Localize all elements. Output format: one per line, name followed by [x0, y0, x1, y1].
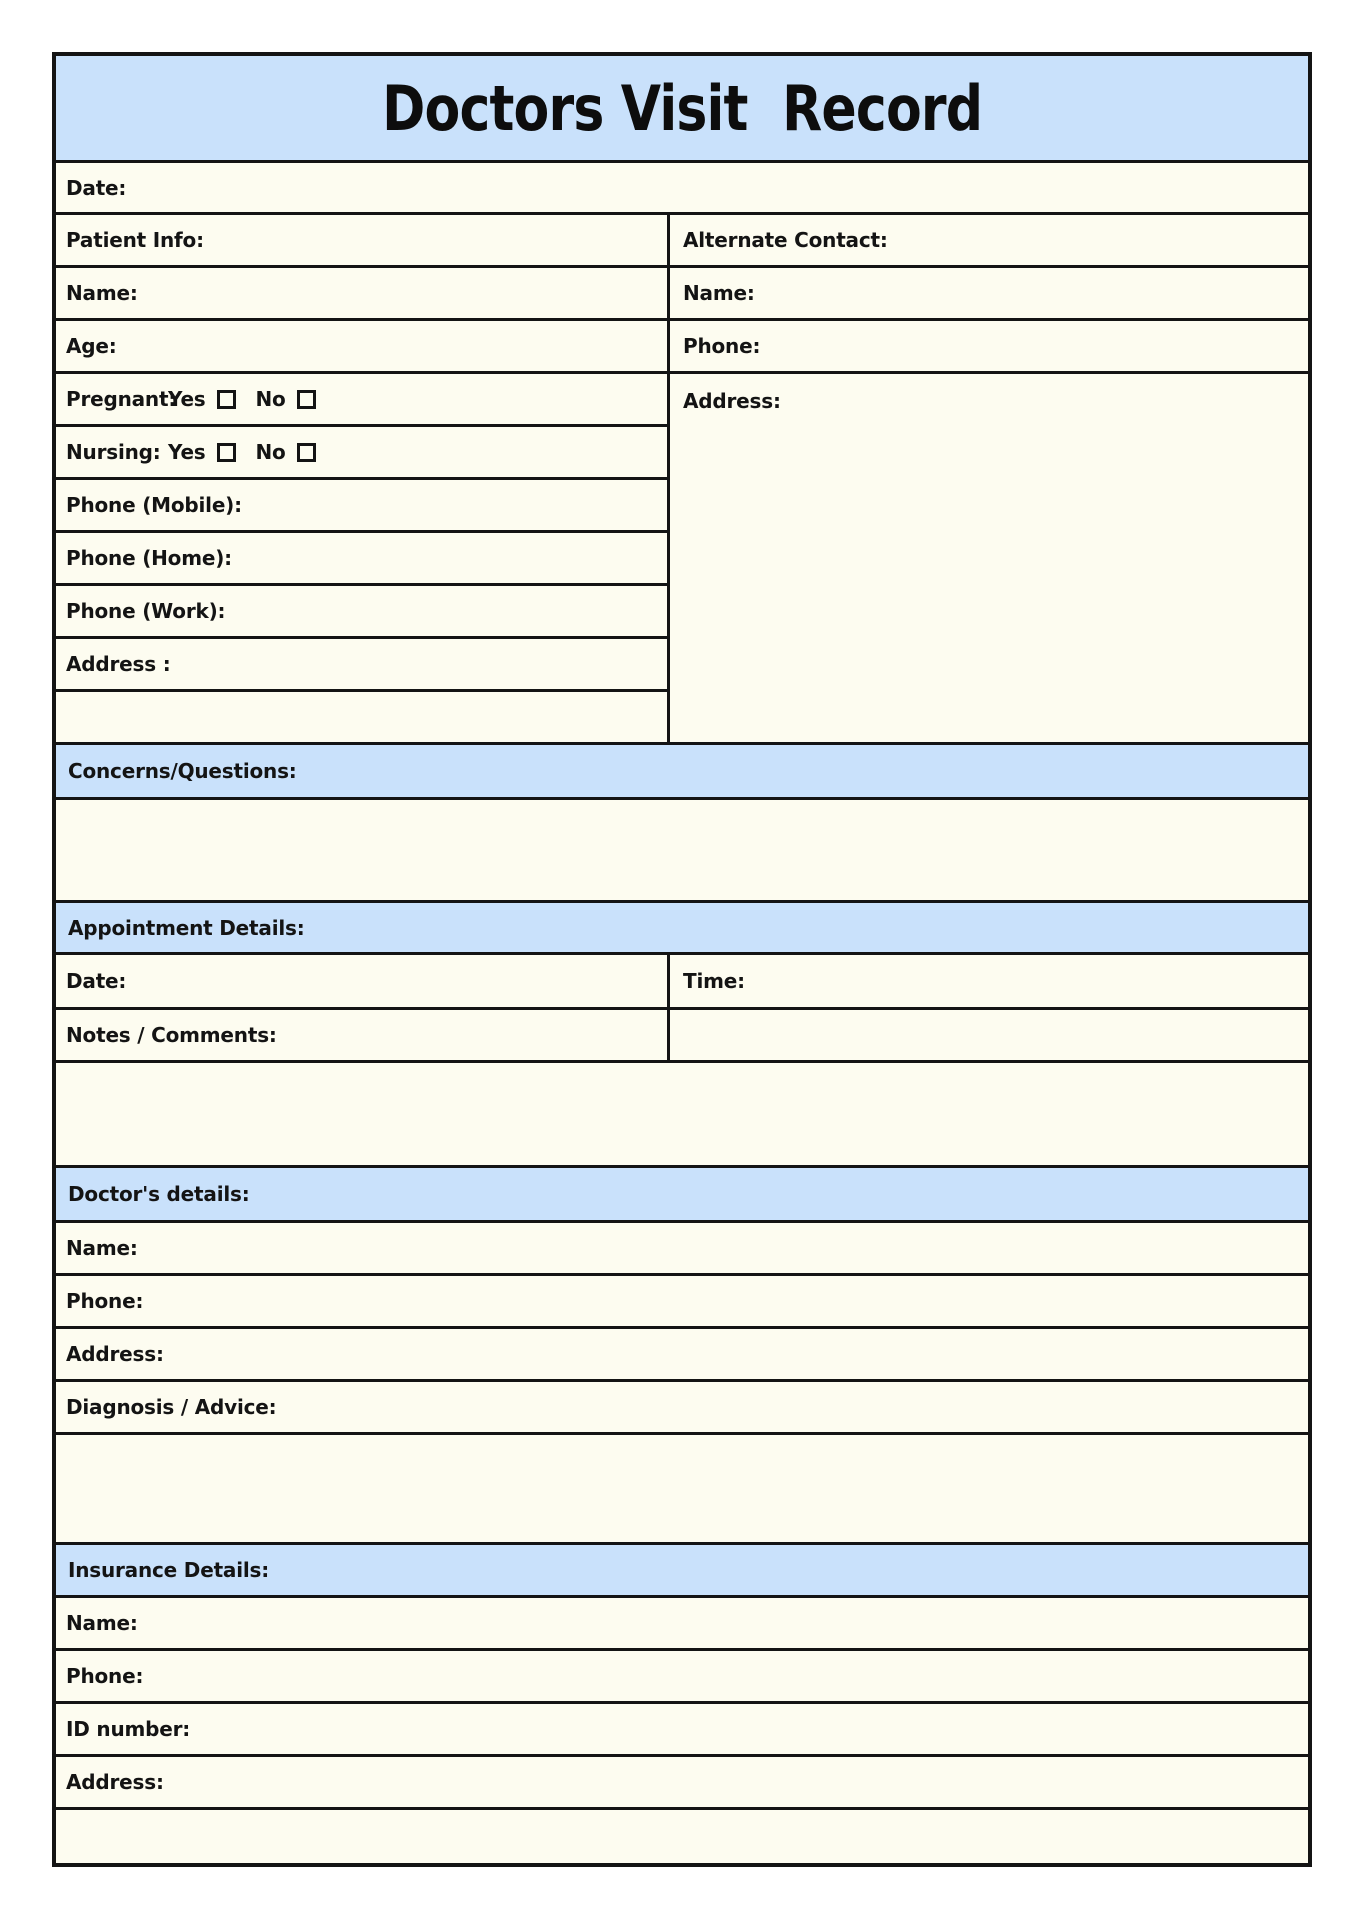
- insurance-address-row: [56, 1757, 1308, 1810]
- doctor-phone-input[interactable]: [143, 1276, 1308, 1326]
- patient-name-input[interactable]: [138, 268, 667, 318]
- doctor-address-row: [56, 1329, 1308, 1382]
- pregnant-blank: [316, 374, 667, 424]
- doctor-section-header: [56, 1168, 1308, 1223]
- nursing-no-checkbox[interactable]: [297, 443, 316, 462]
- doctor-details-label: Doctor's details:: [68, 1182, 250, 1206]
- alternate-address-label: Address:: [683, 388, 781, 413]
- patient-name-label: Name:: [66, 281, 138, 305]
- phone-work-row: [56, 586, 667, 639]
- pregnant-row: [56, 374, 667, 427]
- nursing-no-label: No: [255, 440, 286, 464]
- alternate-address-input[interactable]: [781, 374, 1308, 427]
- doctor-name-row: [56, 1223, 1308, 1276]
- insurance-phone-input[interactable]: [143, 1651, 1308, 1701]
- appointment-time-input[interactable]: [745, 955, 1308, 1007]
- phone-work-input[interactable]: [225, 586, 667, 636]
- date-row: [56, 163, 1308, 215]
- patient-address-row: [56, 639, 667, 692]
- pregnant-yes-label: Yes: [168, 387, 206, 411]
- pregnant-no-checkbox[interactable]: [297, 390, 316, 409]
- phone-work-label: Phone (Work):: [66, 599, 226, 623]
- phone-home-input[interactable]: [232, 533, 667, 583]
- alternate-phone-row: [670, 321, 1308, 374]
- nursing-yes-label: Yes: [168, 440, 206, 464]
- diagnosis-label: Diagnosis / Advice:: [66, 1395, 277, 1419]
- appointment-time-label: Time:: [683, 969, 745, 993]
- patient-address-input[interactable]: [171, 639, 667, 689]
- appointment-notes-area[interactable]: [56, 1063, 1308, 1168]
- alternate-phone-label: Phone:: [683, 334, 761, 358]
- date-input[interactable]: [126, 163, 1308, 212]
- patient-alternate-section: [56, 215, 1308, 745]
- insurance-address-extra-row[interactable]: [56, 1810, 1308, 1863]
- alternate-contact-label: Alternate Contact:: [683, 228, 888, 252]
- appointment-time-row: [670, 955, 1308, 1010]
- insurance-name-input[interactable]: [138, 1598, 1308, 1648]
- appointment-notes-label: Notes / Comments:: [66, 1023, 277, 1047]
- insurance-details-label: Insurance Details:: [68, 1558, 270, 1582]
- alternate-name-label: Name:: [683, 281, 755, 305]
- date-label: Date:: [66, 175, 127, 200]
- doctor-address-label: Address:: [66, 1342, 164, 1366]
- insurance-phone-label: Phone:: [66, 1664, 144, 1688]
- appointment-right-column: [670, 955, 1308, 1060]
- appointment-label: Appointment Details:: [68, 915, 305, 940]
- doctor-name-label: Name:: [66, 1236, 138, 1260]
- patient-info-header-cell: [56, 215, 667, 268]
- insurance-address-label: Address:: [66, 1770, 164, 1794]
- insurance-address-input[interactable]: [164, 1757, 1308, 1807]
- form-header: [56, 56, 1308, 163]
- phone-home-row: [56, 533, 667, 586]
- phone-mobile-row: [56, 480, 667, 533]
- insurance-id-label: ID number:: [66, 1717, 191, 1741]
- alternate-address-area[interactable]: [670, 427, 1308, 742]
- doctor-phone-label: Phone:: [66, 1289, 144, 1313]
- alternate-contact-blank: [888, 215, 1308, 265]
- appointment-notes-input[interactable]: [277, 1010, 667, 1060]
- patient-age-input[interactable]: [117, 321, 667, 371]
- appointment-right-blank[interactable]: [670, 1010, 1308, 1060]
- patient-name-row: [56, 268, 667, 321]
- diagnosis-area[interactable]: [56, 1435, 1308, 1545]
- alternate-contact-header-cell: [670, 215, 1308, 268]
- appointment-left-column: [56, 955, 670, 1060]
- nursing-row: [56, 427, 667, 480]
- appointment-grid: [56, 955, 1308, 1063]
- nursing-blank: [316, 427, 667, 477]
- phone-mobile-input[interactable]: [242, 480, 667, 530]
- patient-address-extra-row[interactable]: [56, 692, 667, 742]
- insurance-id-input[interactable]: [190, 1704, 1308, 1754]
- patient-info-blank: [204, 215, 667, 265]
- concerns-input-area[interactable]: [56, 800, 1308, 903]
- nursing-yes-checkbox[interactable]: [217, 443, 236, 462]
- appointment-date-label: Date:: [66, 969, 127, 993]
- appointment-date-row: [56, 955, 667, 1010]
- patient-info-column: [56, 215, 670, 742]
- insurance-section-header: [56, 1545, 1308, 1598]
- phone-home-label: Phone (Home):: [66, 546, 232, 570]
- concerns-label: Concerns/Questions:: [68, 759, 297, 783]
- appointment-section-header: [56, 903, 1308, 955]
- nursing-label: Nursing:: [66, 440, 161, 464]
- insurance-name-label: Name:: [66, 1611, 138, 1635]
- patient-age-row: [56, 321, 667, 374]
- concerns-section-header: [56, 745, 1308, 800]
- diagnosis-input[interactable]: [276, 1382, 1308, 1432]
- alternate-contact-column: [670, 215, 1308, 742]
- pregnant-label: Pregnant:: [66, 387, 177, 411]
- insurance-phone-row: [56, 1651, 1308, 1704]
- doctors-visit-record-form: [52, 52, 1312, 1867]
- phone-mobile-label: Phone (Mobile):: [66, 493, 242, 517]
- pregnant-yes-checkbox[interactable]: [217, 390, 236, 409]
- doctor-phone-row: [56, 1276, 1308, 1329]
- alternate-phone-input[interactable]: [760, 321, 1308, 371]
- patient-age-label: Age:: [66, 334, 117, 358]
- form-title: Doctors Visit Record: [381, 71, 983, 145]
- patient-info-label: Patient Info:: [66, 228, 204, 252]
- doctor-name-input[interactable]: [138, 1223, 1308, 1273]
- appointment-date-input[interactable]: [126, 955, 667, 1007]
- alternate-name-row: [670, 268, 1308, 321]
- patient-address-label: Address :: [66, 652, 171, 676]
- appointment-notes-row: [56, 1010, 667, 1060]
- insurance-name-row: [56, 1598, 1308, 1651]
- doctor-address-input[interactable]: [164, 1329, 1308, 1379]
- alternate-name-input[interactable]: [755, 268, 1308, 318]
- pregnant-no-label: No: [255, 387, 286, 411]
- alternate-address-row: [670, 374, 1308, 427]
- diagnosis-row: [56, 1382, 1308, 1435]
- insurance-id-row: [56, 1704, 1308, 1757]
